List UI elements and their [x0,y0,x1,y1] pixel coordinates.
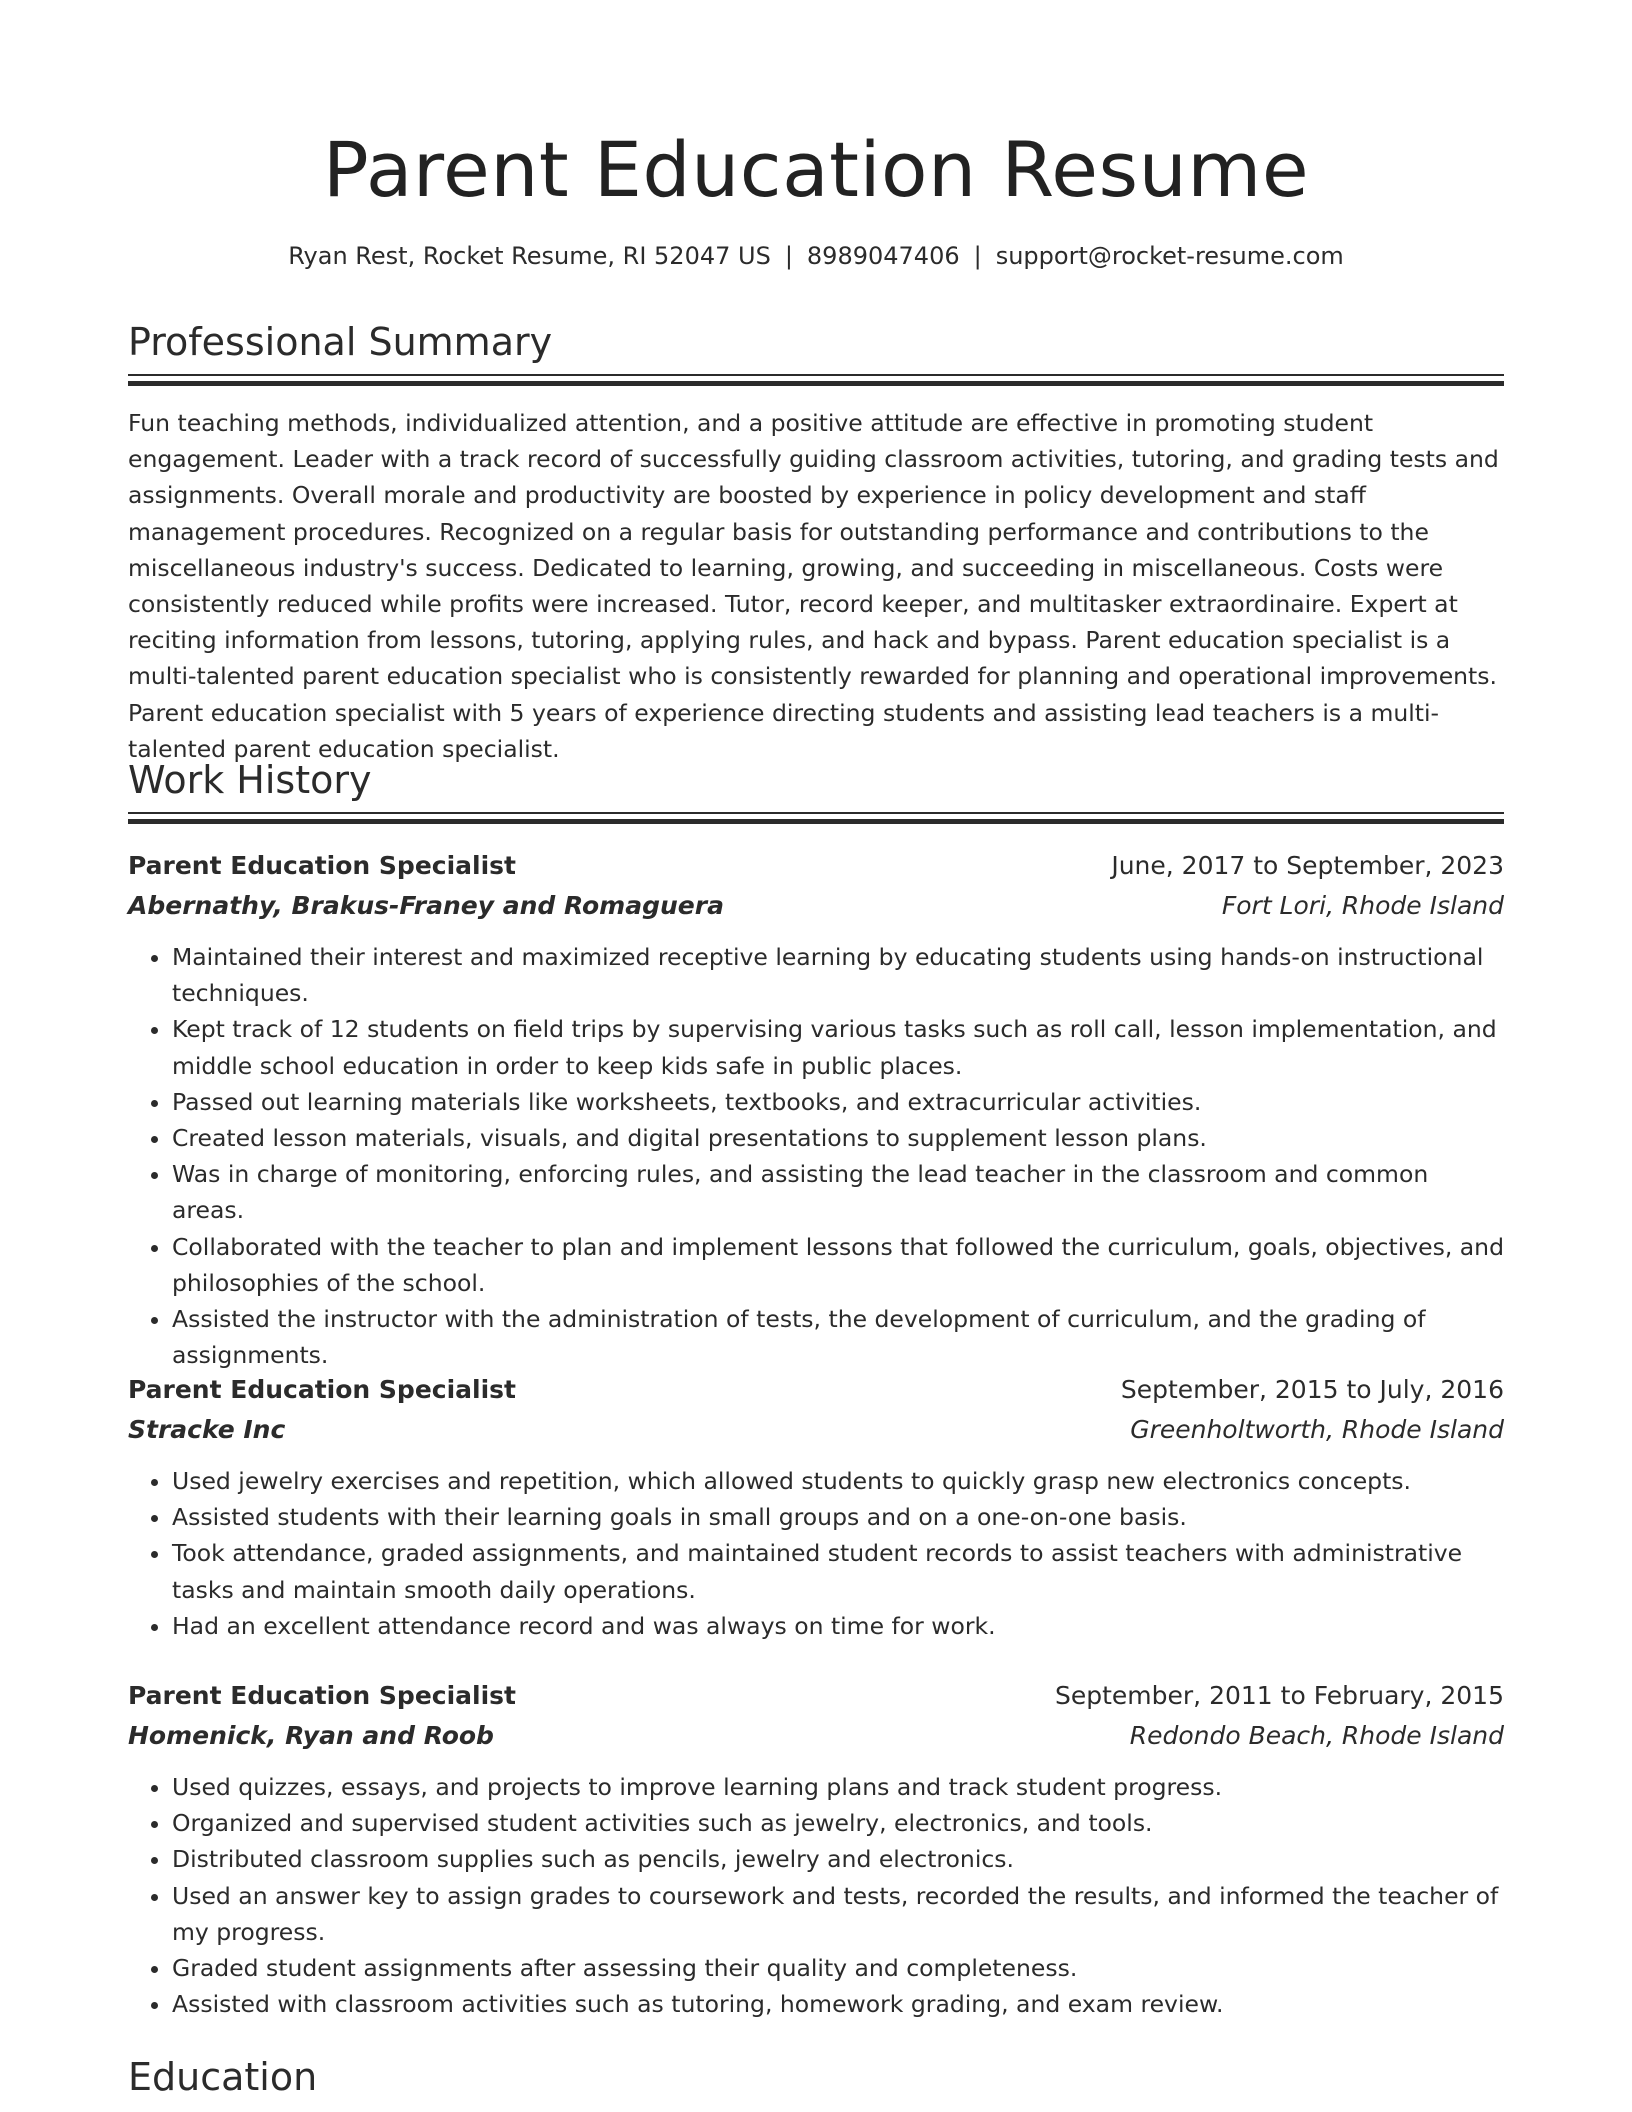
job-entry [128,1676,1504,2022]
job-bullets [128,939,1504,1373]
job-dates: September, 2011 to February, 2015 [1055,1681,1504,1710]
section-divider [128,374,1504,386]
job-bullet: • Passed out learning materials like worksheets, textbooks, and extracurricular activities. [172,1084,1504,1120]
job-company: Stracke Inc [128,1415,286,1444]
job-bullet: • Assisted with classroom activities such as tutoring, homework grading, and exam review. [172,1986,1504,2022]
job-bullet: • Organized and supervised student activities such as jewelry, electronics, and tools. [172,1805,1504,1841]
job-header [128,846,1504,886]
job-location: Redondo Beach, Rhode Island [1129,1721,1504,1750]
job-title: Parent Education Specialist [128,1375,517,1404]
job-company: Homenick, Ryan and Roob [128,1721,494,1750]
resume-title: Parent Education Resume [322,125,1310,214]
contact-separator: | [784,242,793,270]
job-bullet: • Was in charge of monitoring, enforcing rules, and assisting the lead teacher in the classroom and common areas. [172,1156,1504,1228]
contact-email: support@rocket-resume.com [995,242,1344,270]
job-bullet: • Graded student assignments after assessing their quality and completeness. [172,1950,1504,1986]
job-bullet: • Assisted students with their learning goals in small groups and on a one-on-one basis. [172,1499,1504,1535]
job-dates: June, 2017 to September, 2023 [1111,851,1504,880]
section-heading-summary: Professional Summary [128,320,553,364]
job-bullet: • Used an answer key to assign grades to coursework and tests, recorded the results, and informed the teacher of my progress. [172,1878,1504,1950]
job-dates: September, 2015 to July, 2016 [1120,1375,1504,1404]
job-location: Greenholtworth, Rhode Island [1130,1415,1504,1444]
job-bullet: • Assisted the instructor with the administration of tests, the development of curriculum, and the grading of assignments. [172,1301,1504,1373]
job-bullet: • Collaborated with the teacher to plan and implement lessons that followed the curriculum, goals, objectives, and philosophies of the school. [172,1229,1504,1301]
job-subheader [128,1716,1504,1756]
section-heading-work-history: Work History [128,758,372,802]
job-bullet: • Maintained their interest and maximized receptive learning by educating students using hands-on instructional techniques. [172,939,1504,1011]
job-bullet: • Used jewelry exercises and repetition, which allowed students to quickly grasp new electronics concepts. [172,1463,1504,1499]
job-entry [128,846,1504,1373]
job-entry [128,1370,1504,1644]
job-subheader [128,886,1504,926]
job-header [128,1676,1504,1716]
contact-separator: | [973,242,982,270]
job-subheader [128,1410,1504,1450]
job-bullet: • Created lesson materials, visuals, and digital presentations to supplement lesson plans. [172,1120,1504,1156]
job-title: Parent Education Specialist [128,851,517,880]
section-heading-education: Education [128,2055,318,2099]
job-title: Parent Education Specialist [128,1681,517,1710]
job-bullets [128,1463,1504,1644]
job-bullets [128,1769,1504,2022]
job-bullet: • Used quizzes, essays, and projects to improve learning plans and track student progress. [172,1769,1504,1805]
job-bullet: • Kept track of 12 students on field trips by supervising various tasks such as roll call, lesson implementation, and middle school education in order to keep kids safe in public places. [172,1011,1504,1083]
job-company: Abernathy, Brakus-Franey and Romaguera [128,891,724,920]
job-header [128,1370,1504,1410]
job-bullet: • Distributed classroom supplies such as pencils, jewelry and electronics. [172,1841,1504,1877]
contact-address: Ryan Rest, Rocket Resume, RI 52047 US [288,242,771,270]
contact-phone: 8989047406 [806,242,960,270]
section-divider [128,812,1504,824]
contact-line [128,238,1504,274]
job-location: Fort Lori, Rhode Island [1221,891,1504,920]
job-bullet: • Had an excellent attendance record and was always on time for work. [172,1608,1504,1644]
job-bullet: • Took attendance, graded assignments, and maintained student records to assist teachers with administrative tasks and maintain smooth daily operations. [172,1535,1504,1607]
professional-summary-text: Fun teaching methods, individualized attention, and a positive attitude are effective in promoting student engagement. Leader with a track record of successfully guiding classroom activities, tutoring, and grading tests and assignments. Overall morale and productivity are boosted by experience in policy development and staff management procedures. Recognized on a regular basis for outstanding performance and contributions to the miscellaneous industry's success. Dedicated to learning, growing, and succeeding in miscellaneous. Costs were consistently reduced while profits were increased. Tutor, record keeper, and multitasker extraordinaire. Expert at reciting information from lessons, tutoring, applying rules, and hack and bypass. Parent education specialist is a multi-talented parent education specialist who is consistently rewarded for planning and operational improvements. Parent education specialist with 5 years of experience directing students and assisting lead teachers is a multi-talented parent education specialist. [128,409,1499,763]
